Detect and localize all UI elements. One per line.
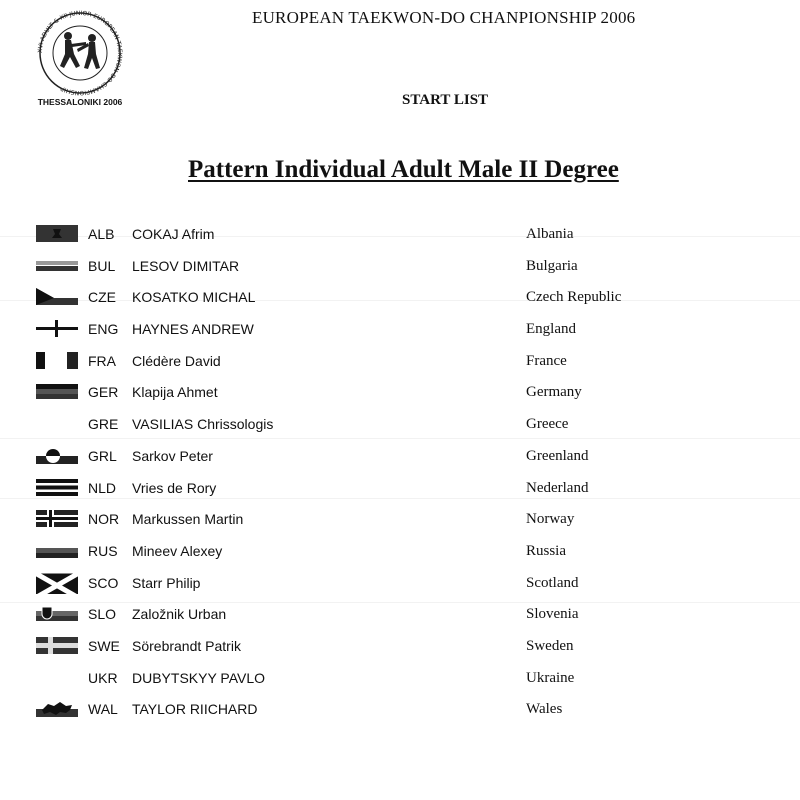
russia-flag-icon — [36, 542, 78, 559]
country-code: NOR — [88, 511, 120, 528]
country-name: France — [526, 352, 567, 369]
list-item — [36, 541, 776, 573]
czech-flag-icon — [36, 288, 78, 305]
country-code: SCO — [88, 574, 119, 591]
country-name: Czech Republic — [526, 289, 622, 306]
athlete-name: Markussen Martin — [132, 511, 244, 528]
country-name: Scotland — [526, 574, 579, 591]
country-code: ENG — [88, 321, 119, 338]
country-name: Germany — [526, 384, 582, 401]
albania-flag-icon — [36, 225, 78, 242]
list-item — [36, 224, 776, 256]
country-name: Albania — [526, 226, 574, 242]
country-name: Wales — [526, 701, 563, 718]
country-code: FRA — [88, 352, 116, 369]
country-name: Sweden — [526, 637, 574, 654]
netherlands-flag-icon — [36, 479, 78, 496]
athlete-name: Založnik Urban — [132, 606, 227, 623]
country-code: UKR — [88, 669, 118, 686]
list-item — [36, 287, 776, 319]
norway-flag-icon — [36, 510, 78, 527]
category-title: Pattern Individual Adult Male II Degree — [188, 156, 619, 183]
country-code: GRL — [88, 447, 117, 464]
country-code: NLD — [88, 479, 117, 496]
list-item — [36, 478, 776, 510]
athlete-name: LESOV DIMITAR — [132, 257, 240, 274]
list-item — [36, 351, 776, 383]
athlete-name: Vries de Rory — [132, 479, 217, 496]
country-code: WAL — [88, 701, 118, 718]
wales-flag-icon — [36, 700, 78, 717]
country-name: Slovenia — [526, 606, 579, 623]
athlete-name: COKAJ Afrim — [132, 226, 215, 242]
sweden-flag-icon — [36, 637, 78, 654]
country-code: CZE — [88, 289, 116, 306]
country-code: SWE — [88, 637, 120, 654]
athlete-name: Starr Philip — [132, 574, 201, 591]
country-code: GRE — [88, 416, 119, 433]
list-item — [36, 414, 776, 446]
championship-title: EUROPEAN TAEKWON-DO CHANPIONSHIP 2006 — [252, 8, 636, 27]
germany-flag-icon — [36, 383, 78, 400]
athlete-name: HAYNES ANDREW — [132, 321, 254, 338]
england-flag-icon — [36, 320, 78, 337]
slovenia-flag-icon — [36, 605, 78, 622]
country-code: GER — [88, 384, 119, 401]
scotland-flag-icon — [36, 574, 78, 591]
start-list-table — [36, 224, 776, 731]
list-item — [36, 573, 776, 605]
bulgaria-flag-icon — [36, 257, 78, 274]
country-code: BUL — [88, 257, 116, 274]
athlete-name: TAYLOR RIICHARD — [132, 701, 258, 718]
country-name: Nederland — [526, 479, 589, 496]
athlete-name: Klapija Ahmet — [132, 384, 218, 401]
athlete-name: DUBYTSKYY PAVLO — [132, 669, 266, 686]
logo-emblem-icon — [30, 8, 130, 108]
greenland-flag-icon — [36, 447, 78, 464]
country-name: Bulgaria — [526, 257, 578, 274]
list-item — [36, 382, 776, 414]
list-item — [36, 636, 776, 668]
country-name: Ukraine — [526, 669, 575, 686]
list-item — [36, 668, 776, 700]
france-flag-icon — [36, 352, 78, 369]
athlete-name: KOSATKO MICHAL — [132, 289, 256, 306]
championship-logo — [30, 8, 130, 108]
country-code: ALB — [88, 226, 115, 242]
list-item — [36, 256, 776, 288]
athlete-name: Mineev Alexey — [132, 542, 223, 559]
list-item — [36, 699, 776, 731]
svg-text:THESSALONIKI 2006: THESSALONIKI 2006 — [37, 97, 123, 107]
athlete-name: VASILIAS Chrissologis — [132, 416, 274, 433]
svg-text:XVI ADULT & XII JUNIOR EUROPEA: XVI ADULT & XII JUNIOR EUROPEAN TAEKWON-DO CHAMPIONSHIP — [36, 9, 124, 97]
country-name: Greenland — [526, 447, 589, 464]
country-code: RUS — [88, 542, 118, 559]
country-code: SLO — [88, 606, 117, 623]
country-name: Norway — [526, 511, 575, 528]
athlete-name: Sarkov Peter — [132, 447, 213, 464]
country-name: Russia — [526, 542, 567, 559]
list-item — [36, 319, 776, 351]
list-item — [36, 446, 776, 478]
country-name: England — [526, 321, 576, 338]
list-item — [36, 604, 776, 636]
start-list-heading: START LIST — [402, 92, 489, 108]
athlete-name: Sörebrandt Patrik — [132, 637, 241, 654]
list-item — [36, 509, 776, 541]
athlete-name: Clédère David — [132, 352, 221, 369]
country-name: Greece — [526, 416, 569, 433]
